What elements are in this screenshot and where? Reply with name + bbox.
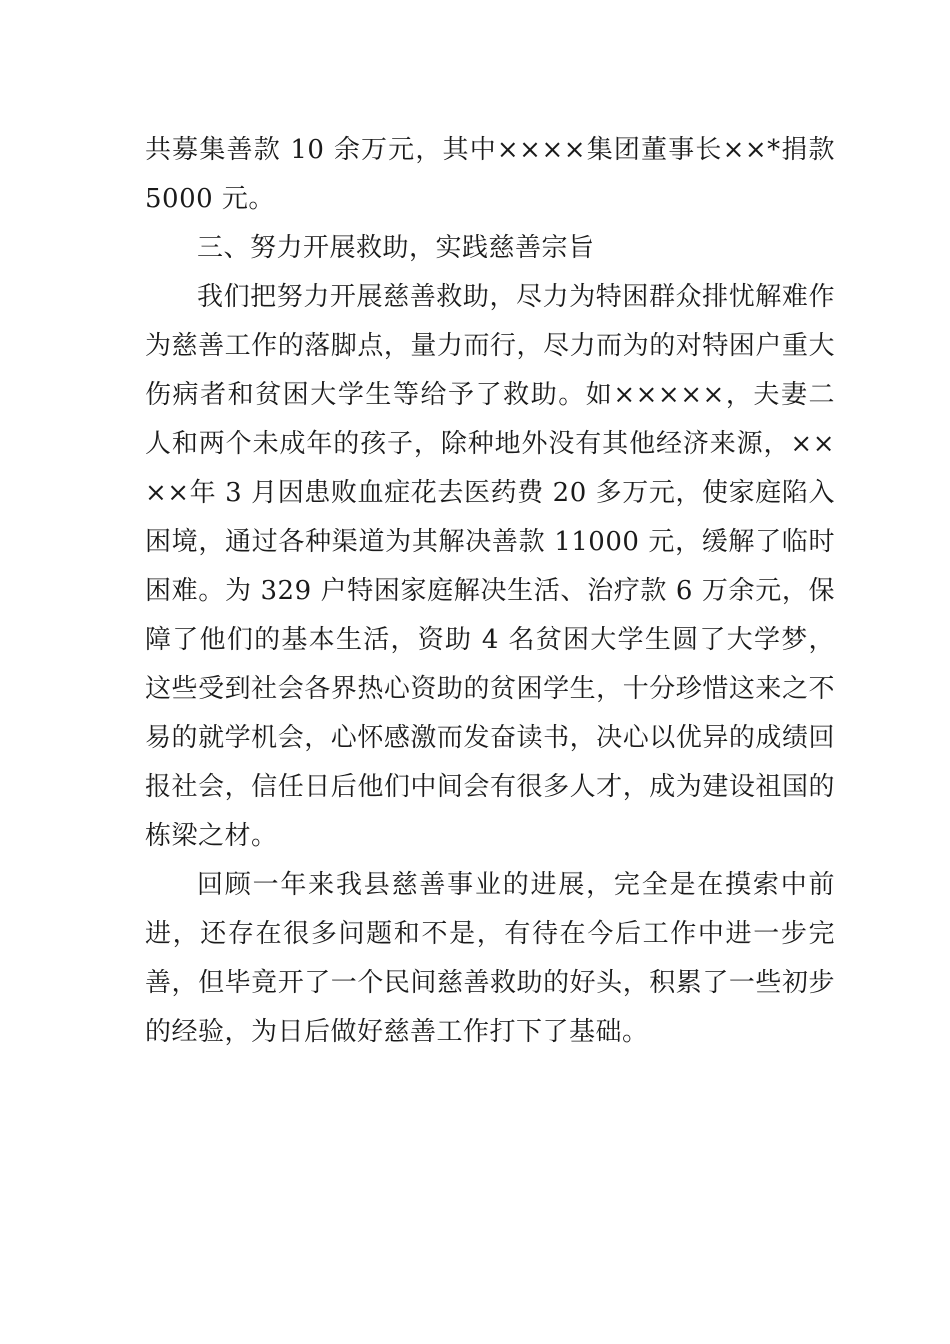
document-body <box>145 126 835 1057</box>
section-heading-relief: 三、努力开展救助，实践慈善宗旨 <box>197 233 595 263</box>
paragraph-relief-details: 我们把努力开展慈善救助，尽力为特困群众排忧解难作为慈善工作的落脚点，量力而行，尽力而为的对特困户重大伤病者和贫困大学生等给予了救助。如×××××，夫妻二人和两个未成年的孩子，除种地外没有其他经济来源，××××年 3 月因患败血症花去医药费 20 多万元，使家庭陷入困境，通过各种渠道为其解决善款 11000 元，缓解了临时困难。为 329 户特困家庭解决生活、治疗款 6 万余元，保障了他们的基本生活，资助 4 名贫困大学生圆了大学梦，这些受到社会各界热心资助的贫困学生，十分珍惜这来之不易的就学机会，心怀感激而发奋读书，决心以优异的成绩回报社会，信任日后他们中间会有很多人才，成为建设祖国的栋梁之材。 <box>145 282 835 851</box>
paragraph-donation-summary: 共募集善款 10 余万元，其中××××集团董事长××*捐款 5000 元。 <box>145 135 835 214</box>
paragraph-review: 回顾一年来我县慈善事业的进展，完全是在摸索中前进，还存在很多问题和不是，有待在今后工作中进一步完善，但毕竟开了一个民间慈善救助的好头，积累了一些初步的经验，为日后做好慈善工作打下了基础。 <box>145 870 835 1047</box>
